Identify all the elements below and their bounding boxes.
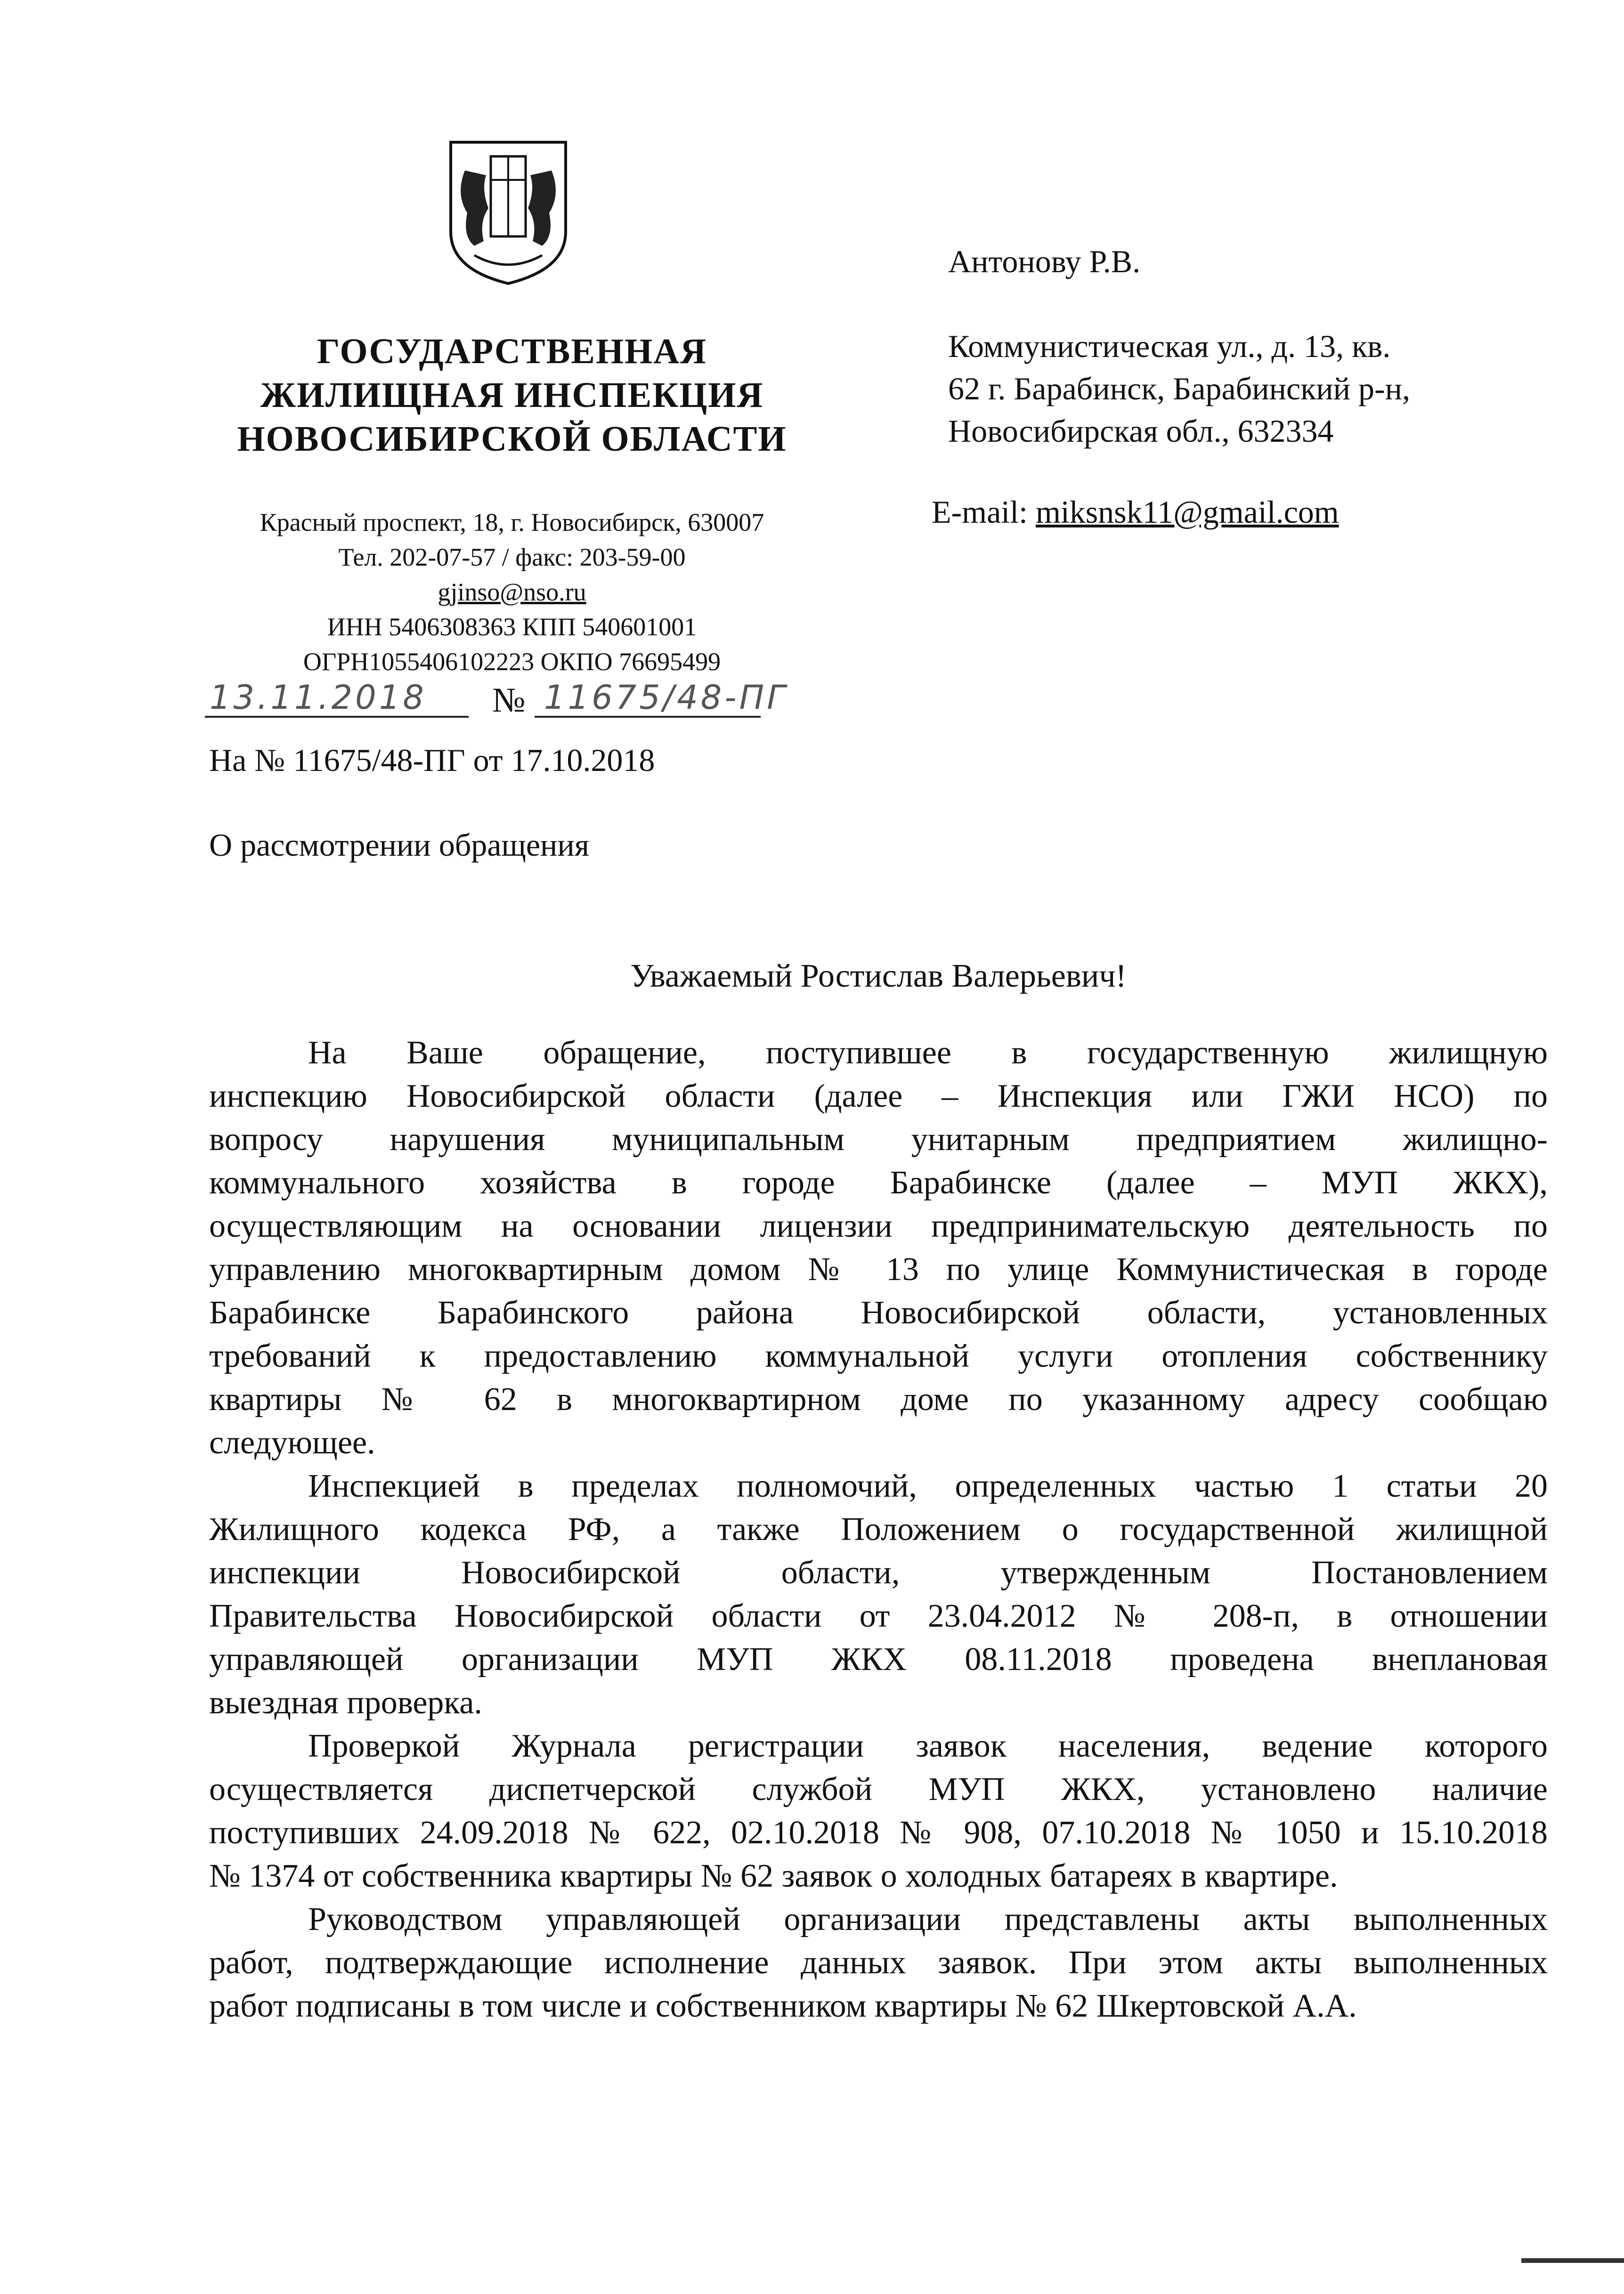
scan-edge-artifact xyxy=(1521,2258,1624,2263)
body-line: управлению многоквартирным домом № 13 по улице Коммунистическая в городе xyxy=(209,1251,1548,1288)
org-ogrn-okpo: ОГРН1055406102223 ОКПО 76695499 xyxy=(303,648,721,676)
coat-of-arms-emblem xyxy=(446,138,570,286)
org-inn-kpp: ИНН 5406308363 КПП 540601001 xyxy=(327,613,697,641)
body-line: работ, подтверждающие исполнение данных заявок. При этом акты выполненных xyxy=(209,1945,1548,1981)
registration-line xyxy=(205,678,817,721)
recipient-address-line: Новосибирская обл., 632334 xyxy=(948,413,1334,449)
body-line: инспекции Новосибирской области, утвержденным Постановлением xyxy=(209,1555,1548,1591)
org-line: НОВОСИБИРСКОЙ ОБЛАСТИ xyxy=(237,419,787,459)
body-line: Правительства Новосибирской области от 23.04.2012 № 208-п, в отношении xyxy=(209,1598,1548,1634)
org-contacts xyxy=(182,505,842,679)
number-sign: № xyxy=(492,681,526,720)
letter-body xyxy=(209,1031,1548,2028)
body-line: следующее. xyxy=(209,1425,375,1461)
org-line: ГОСУДАРСТВЕННАЯ xyxy=(317,332,707,371)
org-address: Красный проспект, 18, г. Новосибирск, 630007 xyxy=(260,508,764,536)
recipient-email-link[interactable]: miksnsk11@gmail.com xyxy=(1035,494,1339,530)
body-line: № 1374 от собственника квартиры № 62 заявок о холодных батареях в квартире. xyxy=(209,1858,1338,1894)
body-line: На Ваше обращение, поступившее в государственную жилищную xyxy=(308,1035,1548,1071)
handwritten-date: 13.11.2018 xyxy=(210,678,427,717)
recipient-address-line: Коммунистическая ул., д. 13, кв. xyxy=(948,328,1391,364)
greeting: Уважаемый Ростислав Валерьевич! xyxy=(630,958,1127,994)
body-line: Проверкой Журнала регистрации заявок населения, ведение которого xyxy=(308,1728,1548,1764)
body-line: Руководством управляющей организации представлены акты выполненных xyxy=(308,1901,1548,1937)
recipient-email xyxy=(932,494,1339,531)
body-line: осуществляющим на основании лицензии предпринимательскую деятельность по xyxy=(209,1208,1548,1244)
org-email-link[interactable]: gjinso@nso.ru xyxy=(438,578,586,606)
body-line: управляющей организации МУП ЖКХ 08.11.2018 проведена внеплановая xyxy=(209,1641,1548,1678)
body-line: Инспекцией в пределах полномочий, определенных частью 1 статьи 20 xyxy=(308,1468,1548,1504)
body-line: коммунального хозяйства в городе Барабинске (далее – МУП ЖКХ), xyxy=(209,1165,1548,1201)
body-line: вопросу нарушения муниципальным унитарным предприятием жилищно- xyxy=(209,1121,1548,1158)
org-phone: Тел. 202-07-57 / факс: 203-59-00 xyxy=(338,543,686,571)
body-line: квартиры № 62 в многоквартирном доме по указанному адресу сообщаю xyxy=(209,1381,1548,1418)
email-label: E-mail: xyxy=(932,494,1036,530)
body-line: Жилищного кодекса РФ, а также Положением о государственной жилищной xyxy=(209,1511,1548,1548)
recipient-address xyxy=(948,325,1410,452)
org-line: ЖИЛИЩНАЯ ИНСПЕКЦИЯ xyxy=(260,375,764,415)
organization-name xyxy=(182,330,842,461)
letter-subject: О рассмотрении обращения xyxy=(209,827,590,863)
body-line: требований к предоставлению коммунальной услуги отопления собственнику xyxy=(209,1338,1548,1374)
recipient-name: Антонову Р.В. xyxy=(948,243,1141,279)
body-line: инспекцию Новосибирской области (далее – Инспекция или ГЖИ НСО) по xyxy=(209,1078,1548,1114)
body-line: Барабинске Барабинского района Новосибирской области, установленных xyxy=(209,1295,1548,1331)
recipient-address-line: 62 г. Барабинск, Барабинский р-н, xyxy=(948,371,1411,406)
body-line: осуществляется диспетчерской службой МУП ЖКХ, установлено наличие xyxy=(209,1771,1548,1808)
body-line: поступивших 24.09.2018 № 622, 02.10.2018 № 908, 07.10.2018 № 1050 и 15.10.2018 xyxy=(209,1815,1548,1851)
reply-reference: На № 11675/48-ПГ от 17.10.2018 xyxy=(209,742,655,778)
handwritten-number: 11675/48-ПГ xyxy=(544,678,788,717)
body-line: работ подписаны в том числе и собственником квартиры № 62 Шкертовской А.А. xyxy=(209,1988,1357,2024)
body-line: выездная проверка. xyxy=(209,1685,482,1721)
